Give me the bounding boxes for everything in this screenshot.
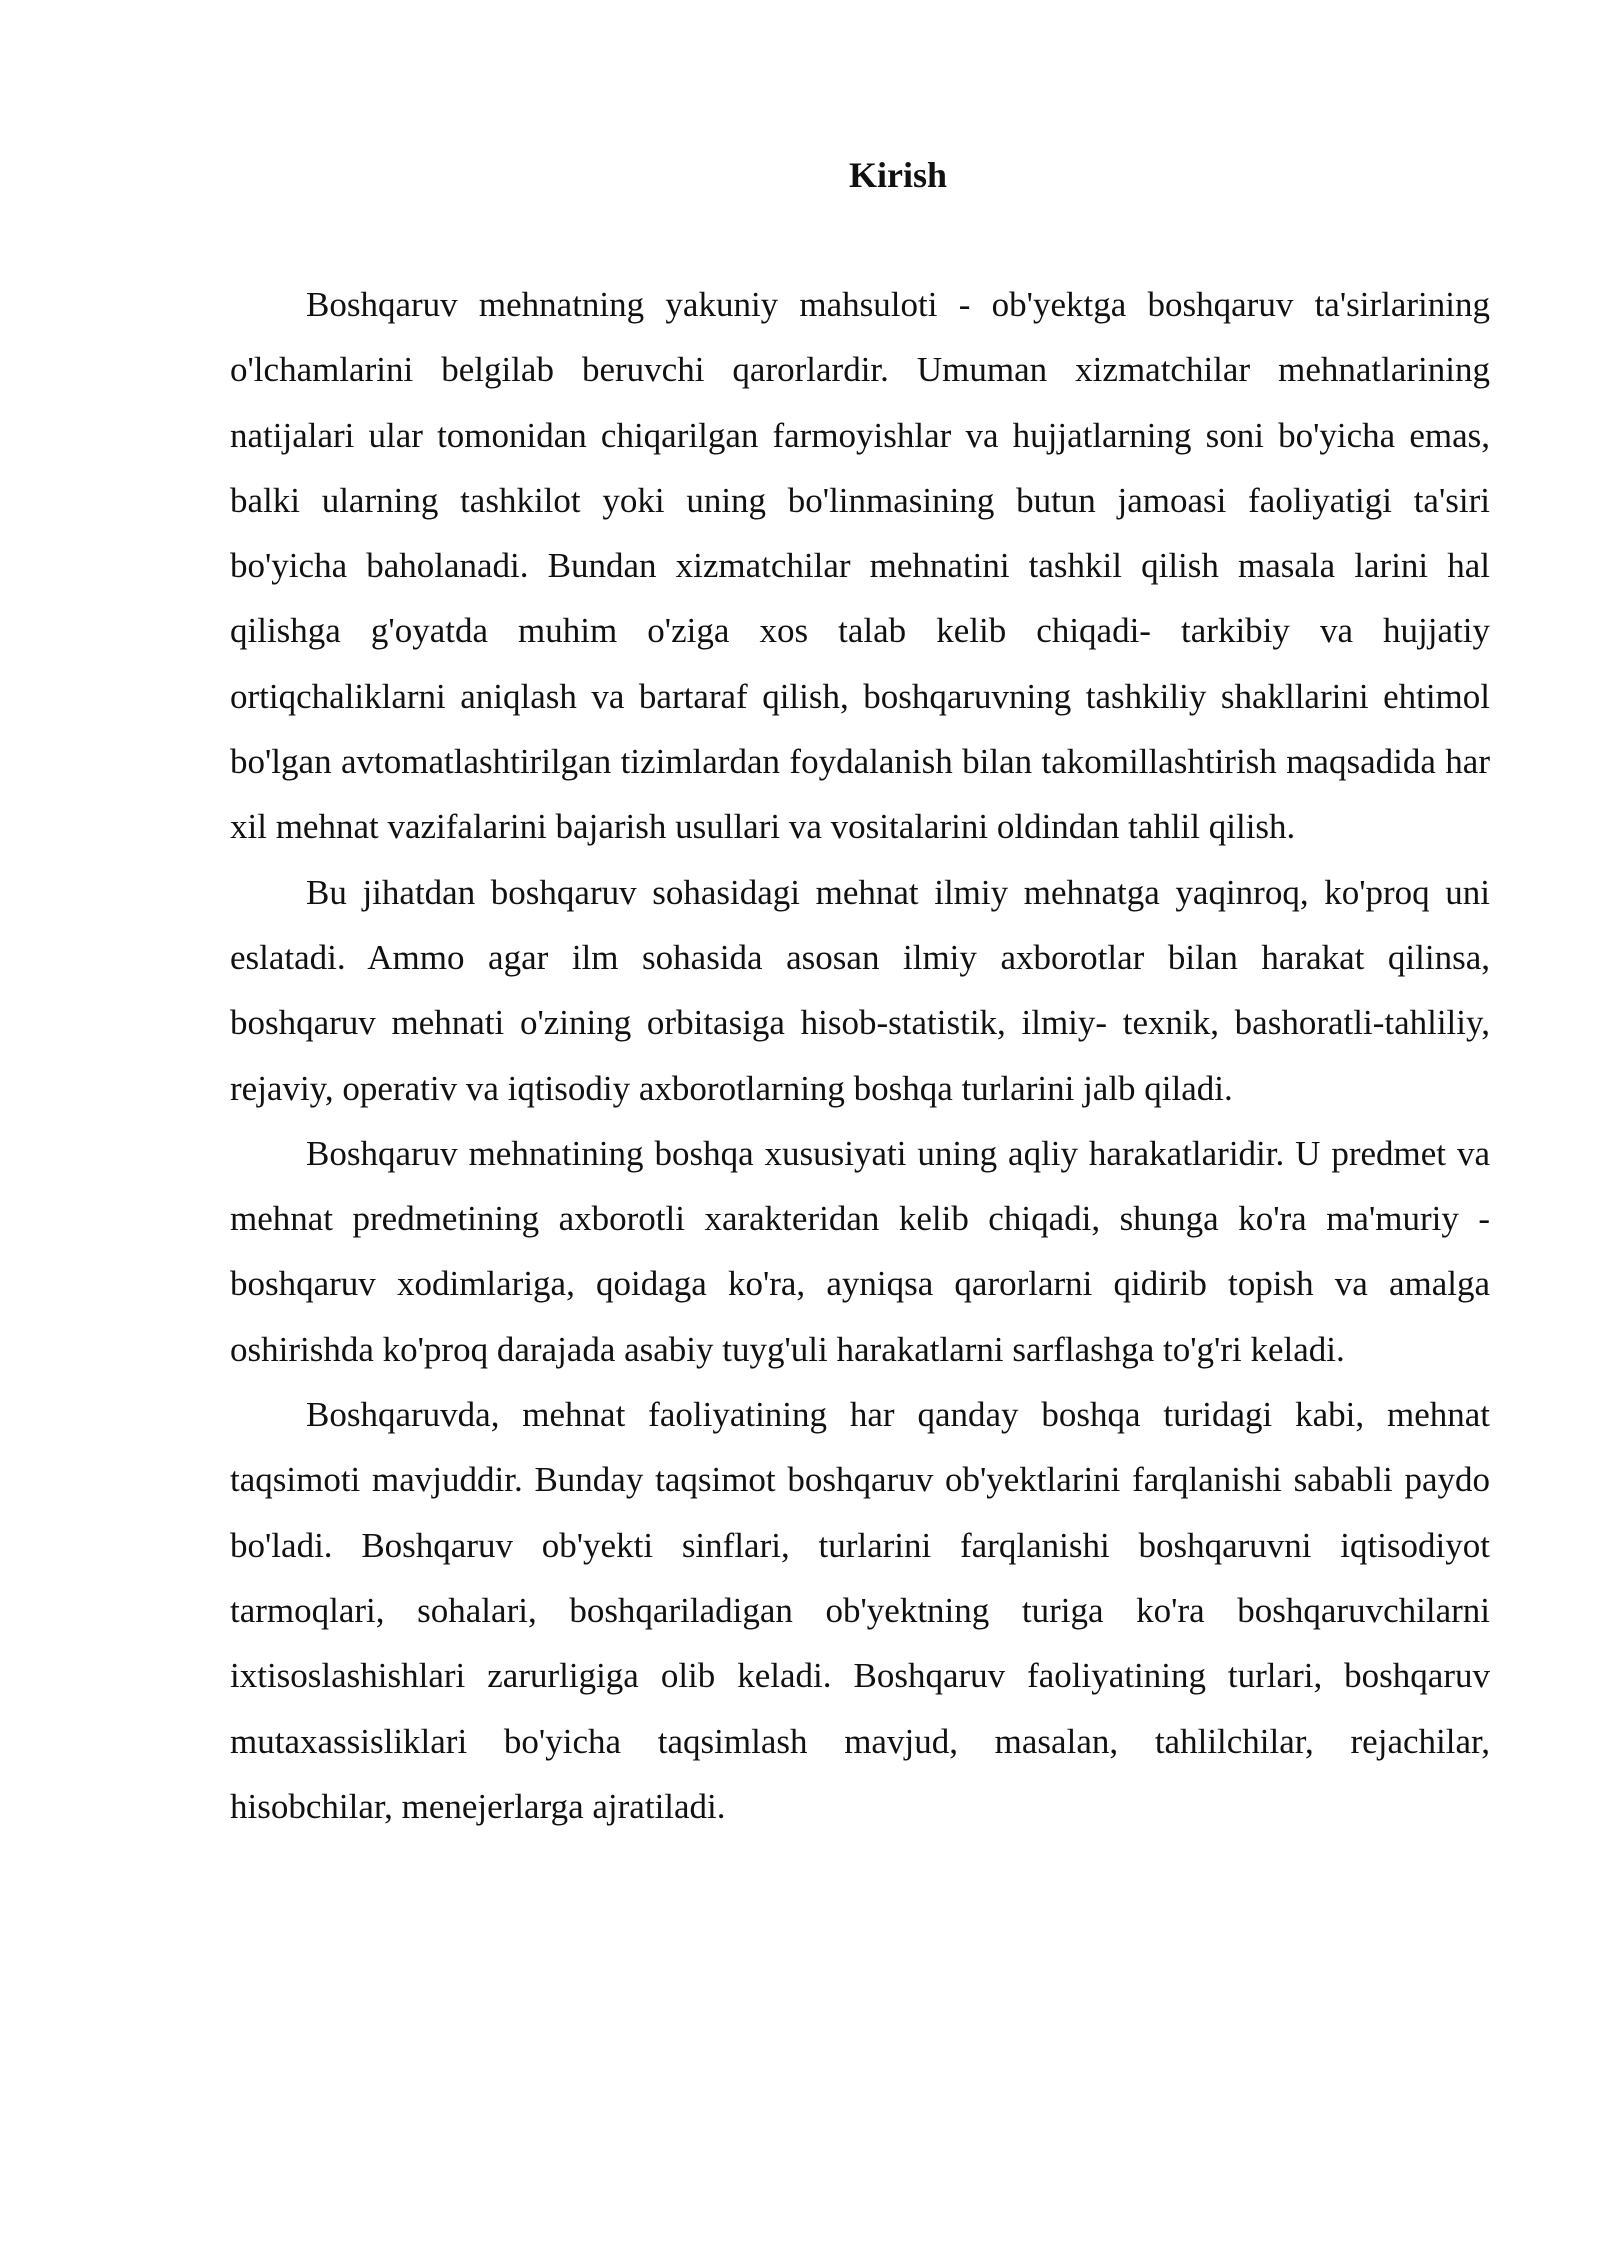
paragraph-2: Bu jihatdan boshqaruv sohasidagi mehnat ilmiy mehnatga yaqinroq, ko'proq uni eslatadi. Ammo agar ilm sohasida asosan ilmiy axborotlar bilan harakat qilinsa, boshqaruv mehnati o'zining orbitasiga hisob-statistik, ilmiy- texnik, bashoratli-tahliliy, rejaviy, operativ va iqtisodiy axborotlarning boshqa turlarini jalb qiladi. [230,872,1490,1108]
paragraph-3: Boshqaruv mehnatining boshqa xususiyati uning aqliy harakatlaridir. U predmet va mehnat predmetining axborotli xarakteridan kelib chiqadi, shunga ko'ra ma'muriy - boshqaruv xodimlariga, qoidaga ko'ra, ayniqsa qarorlarni qidirib topish va amalga oshirishda ko'proq darajada asabiy tuyg'uli harakatlarni sarflashga to'g'ri keladi. [230,1133,1490,1369]
paragraph-4: Boshqaruvda, mehnat faoliyatining har qanday boshqa turidagi kabi, mehnat taqsimoti mavjuddir. Bunday taqsimot boshqaruv ob'yektlarini farqlanishi sababli paydo bo'ladi. Boshqaruv ob'yekti sinflari, turlarini farqlanishi boshqaruvni iqtisodiyot tarmoqlari, sohalari, boshqariladigan ob'yektning turiga ko'ra boshqaruvchilarni ixtisoslashishlari zarurligiga olib keladi. Boshqaruv faoliyatining turlari, boshqaruv mutaxassisliklari bo'yicha taqsimlash mavjud, masalan, tahlilchilar, rejachilar, hisobchilar, menejerlarga ajratiladi. [230,1395,1490,1826]
paragraph-1: Boshqaruv mehnatning yakuniy mahsuloti - ob'yektga boshqaruv ta'sirlarining o'lchamlarini belgilab beruvchi qarorlardir. Umuman xizmatchilar mehnatlarining natijalari ular tomonidan chiqarilgan farmoyishlar va hujjatlarning soni bo'yicha emas, balki ularning tashkilot yoki uning bo'linmasining butun jamoasi faoliyatigi ta'siri bo'yicha baholanadi. Bundan xizmatchilar mehnatini tashkil qilish masala larini hal qilishga g'oyatda muhim o'ziga xos talab kelib chiqadi- tarkibiy va hujjatiy ortiqchaliklarni aniqlash va bartaraf qilish, boshqaruvning tashkiliy shakllarini ehtimol bo'lgan avtomatlashtirilgan tizimlardan foydalanish bilan takomillashtirish maqsadida har xil mehnat vazifalarini bajarish usullari va vositalarini oldindan tahlil qilish. [230,285,1490,847]
document-body [230,272,1490,1839]
page-title: Kirish [848,155,947,195]
